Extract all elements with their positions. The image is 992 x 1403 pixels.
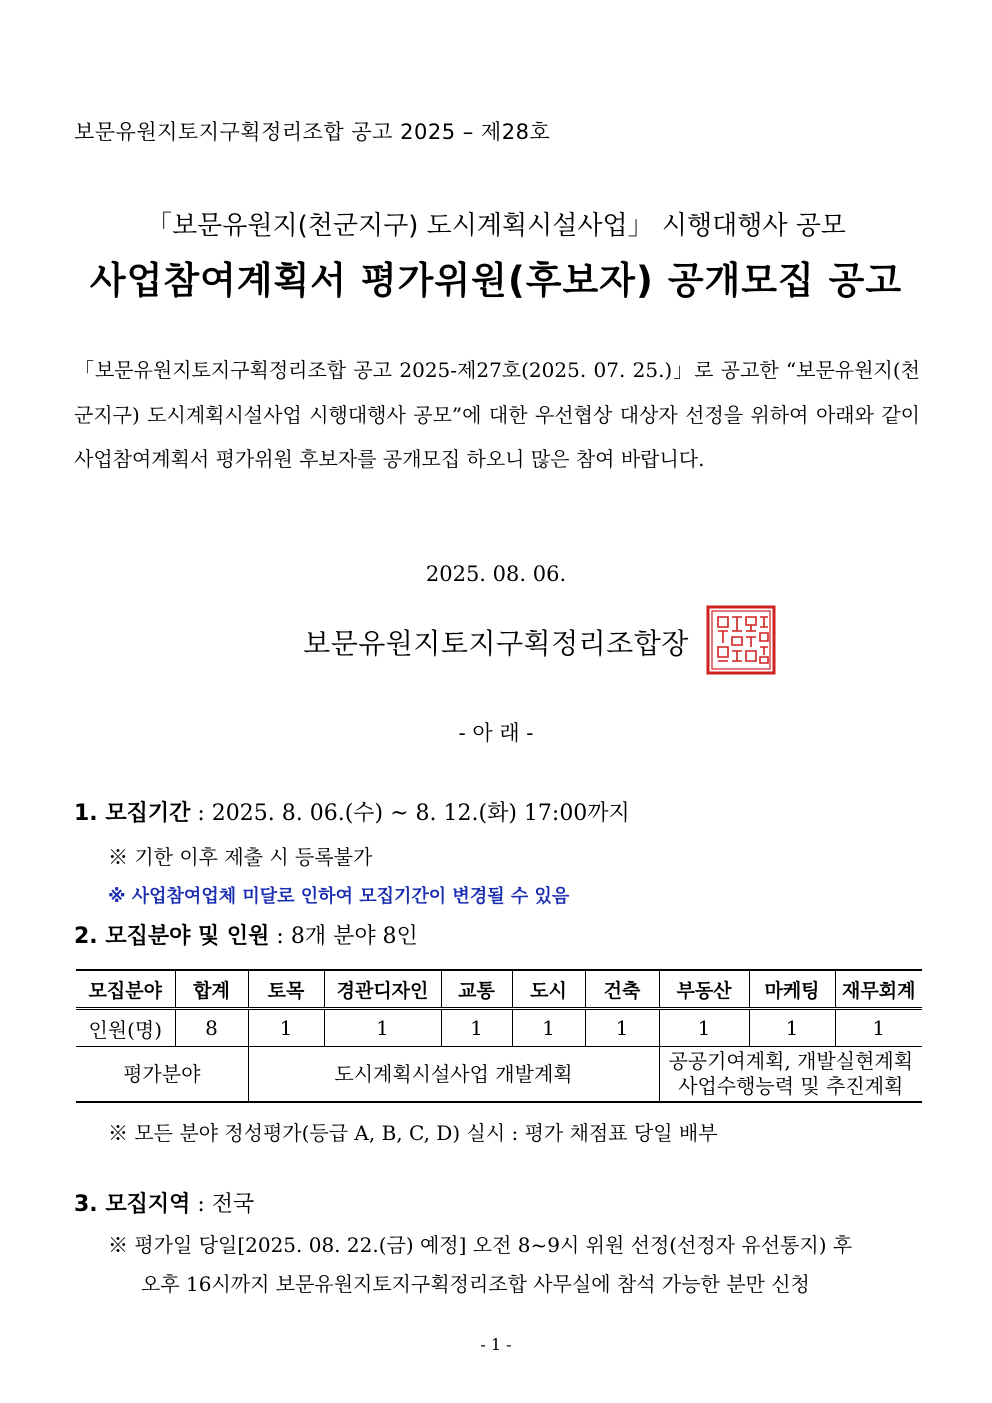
section-2-line — [74, 919, 418, 950]
table-cell: 1 — [324, 1009, 441, 1047]
table-cell: 평가분야 — [76, 1047, 248, 1103]
section-3-note-line-1: ※ 평가일 당일[2025. 08. 22.(금) 예정] 오전 8~9시 위원 선정(선정자 유선통지) 후 — [108, 1233, 853, 1257]
table-header-cell: 토목 — [248, 970, 324, 1009]
table-cell: 인원(명) — [76, 1009, 175, 1047]
table-cell: 1 — [585, 1009, 659, 1047]
table-cell: 1 — [248, 1009, 324, 1047]
table-cell-line: 사업수행능력 및 추진계획 — [678, 1074, 904, 1098]
section-1-value: : 2025. 8. 06.(수) ~ 8. 12.(화) 17:00까지 — [190, 801, 630, 826]
table-header-cell: 도시 — [512, 970, 585, 1009]
section-2-value: : 8개 분야 8인 — [269, 924, 418, 949]
notice-date: 2025. 08. 06. — [425, 562, 567, 586]
issuer-name: 보문유원지토지구획정리조합장 — [303, 627, 689, 660]
section-3-heading: 3. 모집지역 — [74, 1192, 191, 1217]
table-header-cell: 교통 — [441, 970, 512, 1009]
recruitment-table — [76, 969, 922, 1103]
table-header-cell: 합계 — [175, 970, 248, 1009]
notice-reference-number: 보문유원지토지구획정리조합 공고 2025 – 제28호 — [74, 120, 551, 144]
table-cell: 1 — [512, 1009, 585, 1047]
table-row — [76, 1047, 922, 1103]
section-2-note: ※ 모든 분야 정성평가(등급 A, B, C, D) 실시 : 평가 채점표 당일 배부 — [108, 1121, 718, 1145]
table-header-cell: 마케팅 — [749, 970, 835, 1009]
page-number: - 1 - — [480, 1335, 512, 1354]
table-cell: 1 — [659, 1009, 749, 1047]
title-line-1: 「보문유원지(천군지구) 도시계획시설사업」 시행대행사 공모 — [146, 211, 846, 241]
table-cell-line: 공공기여계획, 개발실현계획 — [668, 1049, 914, 1073]
table-cell-multiline — [659, 1047, 922, 1103]
below-label: - 아 래 - — [458, 721, 534, 745]
section-2-heading: 2. 모집분야 및 인원 — [74, 924, 270, 949]
official-seal-icon — [706, 605, 776, 675]
table-header-cell: 건축 — [585, 970, 659, 1009]
section-3-note-line-2: 오후 16시까지 보문유원지토지구획정리조합 사무실에 참석 가능한 분만 신청 — [141, 1272, 810, 1296]
section-3-value: : 전국 — [190, 1192, 255, 1217]
title-line-2: 사업참여계획서 평가위원(후보자) 공개모집 공고 — [89, 259, 903, 302]
section-1-heading: 1. 모집기간 — [74, 801, 191, 826]
table-header-cell: 모집분야 — [76, 970, 175, 1009]
table-header-cell: 부동산 — [659, 970, 749, 1009]
table-cell: 1 — [441, 1009, 512, 1047]
section-1-line — [74, 796, 630, 827]
table-cell: 도시계획시설사업 개발계획 — [248, 1047, 659, 1103]
table-row — [76, 1009, 922, 1047]
intro-text: 「보문유원지토지구획정리조합 공고 2025-제27호(2025. 07. 25.)」로 공고한 “보문유원지(천군지구) 도시계획시설사업 시행대행사 공모”에 대한 우선협상 대상자 선정을 위하여 아래와 같이 사업참여계획서 평가위원 후보자를 공개모집 하오니 많은 참여 바랍니다. — [74, 358, 920, 471]
table-header-cell: 경관디자인 — [324, 970, 441, 1009]
table-cell: 1 — [835, 1009, 922, 1047]
section-1-note-1: ※ 기한 이후 제출 시 등록불가 — [108, 845, 373, 869]
table-cell: 1 — [749, 1009, 835, 1047]
table-header-row — [76, 970, 922, 1009]
section-3-line — [74, 1187, 254, 1218]
section-1-note-2: ※ 사업참여업체 미달로 인하여 모집기간이 변경될 수 있음 — [108, 886, 570, 907]
table-header-cell: 재무회계 — [835, 970, 922, 1009]
table-cell: 8 — [175, 1009, 248, 1047]
intro-paragraph — [74, 348, 920, 482]
